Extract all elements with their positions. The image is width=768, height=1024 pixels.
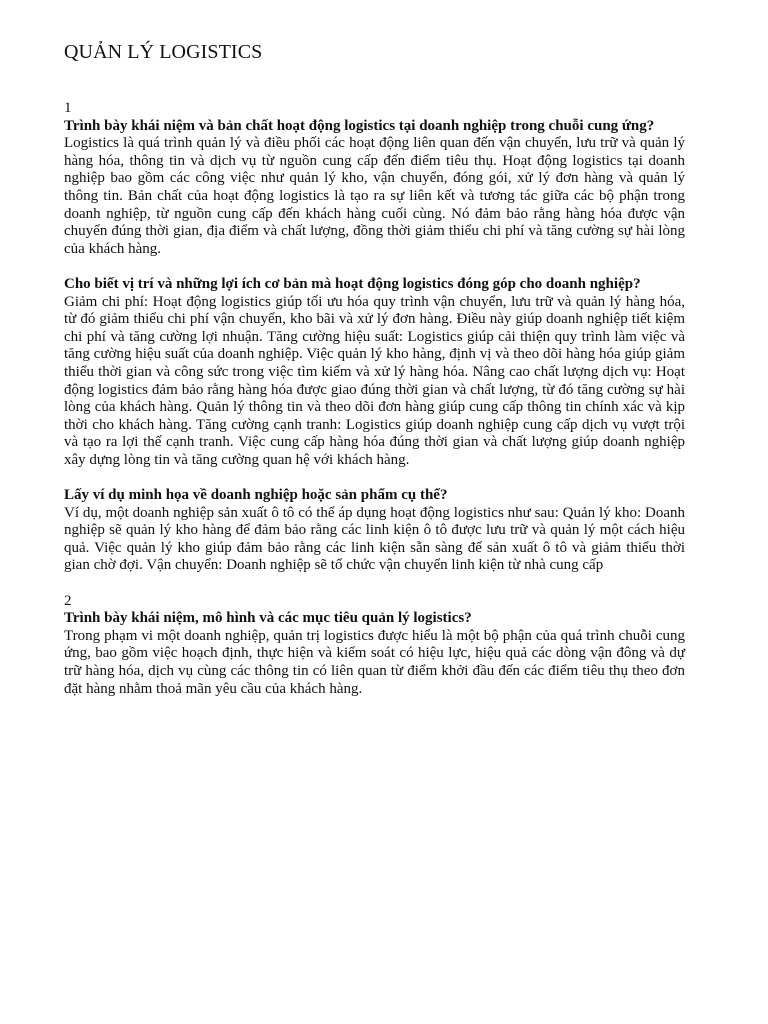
section-2 (64, 593, 685, 699)
question-heading: Lấy ví dụ minh họa về doanh nghiệp hoặc sản phẩm cụ thể? (64, 487, 448, 504)
answer-paragraph: Giảm chi phí: Hoạt động logistics giúp tối ưu hóa quy trình vận chuyển, lưu trữ và quản lý hàng hóa, từ đó giảm thiểu chi phí vận chuyển, kho bãi và xử lý đơn hàng. Điều này giúp doanh nghiệp tiết kiệm chi phí và tăng cường lợi nhuận. Tăng cường hiệu suất: Logistics giúp cải thiện quy trình làm việc và tăng cường hiệu suất của doanh nghiệp. Việc quản lý kho hàng, định vị và theo dõi hàng hóa giúp giảm thiểu thời gian và công sức trong việc tìm kiếm và xử lý hàng hóa. Nâng cao chất lượng dịch vụ: Hoạt động logistics đảm bảo rằng hàng hóa được giao đúng thời gian và chất lượng, từ đó tăng cường sự hài lòng của khách hàng. Quản lý thông tin và theo dõi đơn hàng giúp cung cấp thông tin chính xác và kịp thời cho khách hàng. Tăng cường cạnh tranh: Logistics giúp doanh nghiệp cung cấp dịch vụ vượt trội và tạo ra lợi thế cạnh tranh. Việc cung cấp hàng hóa đúng thời gian và chất lượng giúp doanh nghiệp xây dựng lòng tin và tăng cường quan hệ với khách hàng. (64, 293, 685, 468)
qa-item (64, 276, 685, 470)
question-heading: Trình bày khái niệm và bản chất hoạt động logistics tại doanh nghiệp trong chuỗi cung ứng? (64, 117, 655, 134)
qa-item (64, 610, 685, 698)
answer-paragraph: Ví dụ, một doanh nghiệp sản xuất ô tô có thể áp dụng hoạt động logistics như sau: Quản lý kho: Doanh nghiệp sẽ quản lý kho hàng để đảm bảo rằng các linh kiện ô tô được lưu trữ và quản lý một cách hiệu quả. Việc quản lý kho giúp đảm bảo rằng các linh kiện sẵn sàng để sản xuất ô tô và giảm thiểu thời gian chờ đợi. Vận chuyển: Doanh nghiệp sẽ tổ chức vận chuyển linh kiện từ nhà cung cấp (64, 504, 685, 574)
section-number: 1 (64, 100, 72, 116)
question-heading: Trình bày khái niệm, mô hình và các mục tiêu quản lý logistics? (64, 610, 472, 627)
qa-item (64, 487, 685, 575)
section-1 (64, 100, 685, 575)
question-heading: Cho biết vị trí và những lợi ích cơ bản mà hoạt động logistics đóng góp cho doanh nghiệp? (64, 275, 641, 292)
document-title: QUẢN LÝ LOGISTICS (64, 41, 263, 63)
document-page (64, 38, 685, 716)
section-number: 2 (64, 592, 72, 609)
answer-paragraph: Logistics là quá trình quản lý và điều phối các hoạt động liên quan đến vận chuyển, lưu trữ và quản lý hàng hóa, thông tin và dịch vụ từ nguồn cung cấp đến điểm tiêu thụ. Hoạt động logistics tại doanh nghiệp bao gồm các công việc như quản lý kho, vận chuyển, đóng gói, xử lý đơn hàng và quản lý thông tin. Bản chất của hoạt động logistics là tạo ra sự liên kết và tương tác giữa các bộ phận trong doanh nghiệp, từ nguồn cung cấp đến khách hàng cuối cùng. Nó đảm bảo rằng hàng hóa được vận chuyển đúng thời gian, địa điểm và chất lượng, đồng thời giảm thiểu chi phí và tăng cường sự hài lòng của khách hàng. (64, 135, 685, 257)
qa-item (64, 118, 685, 259)
answer-paragraph: Trong phạm vi một doanh nghiệp, quản trị logistics được hiểu là một bộ phận của quá trình chuỗi cung ứng, bao gồm việc hoạch định, thực hiện và kiểm soát có hiệu lực, hiệu quả các dòng vận đông và dự trữ hàng hóa, dịch vụ cùng các thông tin có liên quan từ điểm khởi đầu đến các điểm tiêu thụ theo đơn đặt hàng nhằm thoả mãn yêu cầu của khách hàng. (64, 627, 685, 697)
